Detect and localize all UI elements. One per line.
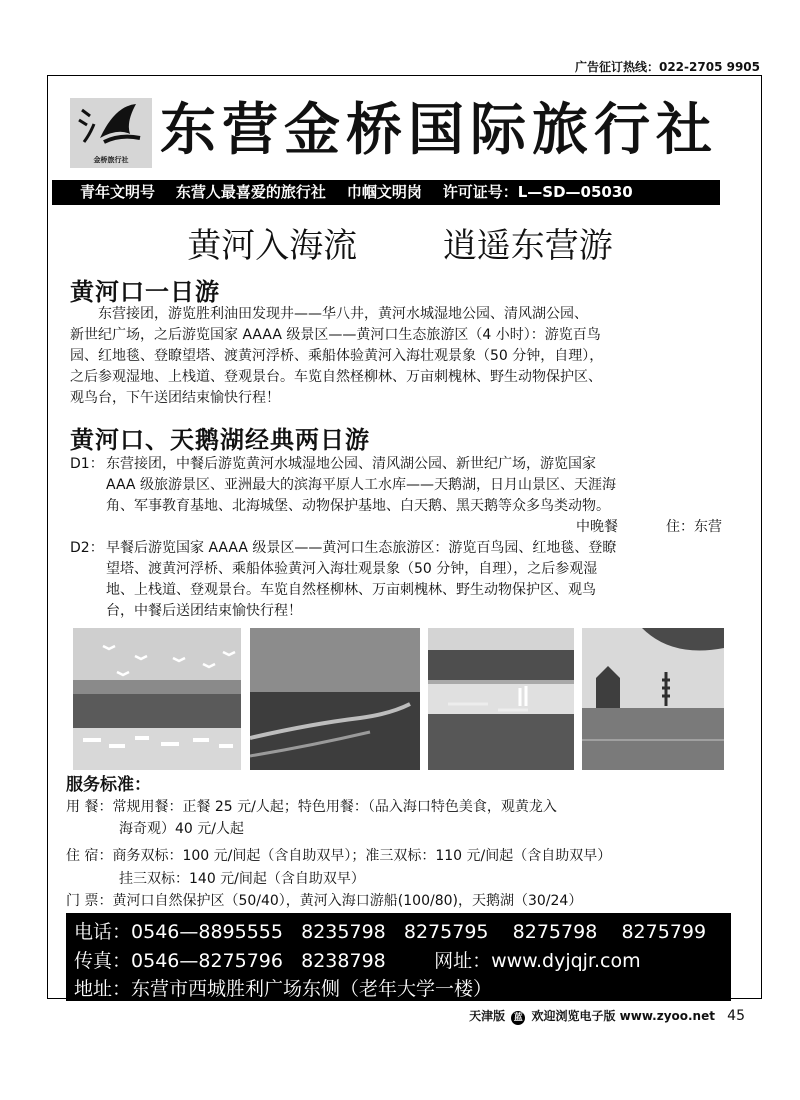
logo-caption: 金桥旅行社 — [93, 156, 129, 164]
phone-number: 0546—8895555 — [131, 921, 283, 943]
phone-number: 8275795 — [403, 921, 489, 943]
company-logo — [70, 98, 152, 168]
edition-label: 天津版 — [469, 1009, 506, 1023]
day1-label: D1： — [70, 456, 104, 472]
page-footer — [469, 1007, 745, 1025]
day2-label: D2： — [70, 540, 104, 556]
day1-meal: 中晚餐 — [576, 519, 618, 535]
banner-item: 青年文明号 — [80, 183, 156, 201]
ticket-prices: 门 票：黄河口自然保护区（50/40），黄河入海口游船(100/80)，天鹅湖（30/24） — [66, 893, 583, 909]
photo-pagoda-lake — [582, 628, 724, 770]
slogan-right: 逍遥东营游 — [442, 226, 613, 266]
text-line: 台，中餐后送团结束愉快行程！ — [106, 603, 302, 619]
meal-standard-cont: 海奇观）40 元/人起 — [119, 821, 244, 837]
fax-number: 0546—8275796 — [131, 950, 283, 972]
lodging-standard-cont: 挂三双标：140 元/间起（含自助双早） — [119, 871, 365, 887]
phone-number: 8275798 — [512, 921, 598, 943]
tour1-title: 黄河口一日游 — [70, 278, 220, 306]
slogan-left: 黄河入海流 — [187, 226, 358, 266]
banner-item: 东营人最喜爱的旅行社 — [175, 183, 326, 201]
text-line: 之后参观湿地、上栈道、登观景台。车览自然柽柳林、万亩刺槐林、野生动物保护区、 — [70, 369, 602, 385]
text-line: 望塔、渡黄河浮桥、乘船体验黄河入海壮观景象（50 分钟，自理），之后参观湿 — [106, 561, 598, 577]
day1-description — [106, 454, 731, 517]
text-line: 东营接团，游览胜利油田发现井——华八井，黄河水城湿地公园、清风湖公园、 — [98, 306, 588, 322]
phone-label: 电话： — [74, 921, 132, 943]
phone-number: 8235798 — [301, 921, 386, 943]
photo-river-mouth — [250, 628, 420, 770]
service-title: 服务标准： — [66, 775, 151, 795]
address-label: 地址： — [74, 978, 132, 1000]
website-label: 网址： — [434, 950, 492, 972]
website-link[interactable]: www.dyjqjr.com — [491, 950, 641, 972]
day1-meal-stay — [576, 516, 722, 536]
address-row — [74, 974, 492, 1001]
text-line: 早餐后游览国家 AAAA 级景区——黄河口生态旅游区：游览百鸟园、红地毯、登瞭 — [106, 540, 617, 556]
day1-stay: 住：东营 — [666, 519, 722, 535]
fax-label: 传真： — [74, 950, 132, 972]
phone-row — [74, 917, 706, 944]
slogan — [0, 218, 800, 267]
text-line: 观鸟台，下午送团结束愉快行程！ — [70, 390, 280, 406]
footer-site-link[interactable]: www.zyoo.net — [619, 1009, 715, 1023]
photo-swans-flying — [73, 628, 241, 770]
text-line: 角、军事教育基地、北海城堡、动物保护基地、白天鹅、黑天鹅等众多鸟类动物。 — [106, 498, 610, 514]
fax-number: 8238798 — [301, 950, 386, 972]
phone-number: 8275799 — [621, 921, 707, 943]
tour2-title: 黄河口、天鹅湖经典两日游 — [70, 426, 370, 454]
text-line: AAA 级旅游景区、亚洲最大的滨海平原人工水库——天鹅湖，日月山景区、天涯海 — [106, 477, 616, 493]
brand-name: 东营金桥国际旅行社 — [160, 97, 718, 163]
text-line: 园、红地毯、登瞭望塔、渡黄河浮桥、乘船体验黄河入海壮观景象（50 分钟，自理）， — [70, 348, 604, 364]
photo-wetland-cranes — [428, 628, 574, 770]
meal-standard: 用 餐：常规用餐：正餐 25 元/人起；特色用餐：（品入海口特色美食，观黄龙入 — [66, 799, 557, 815]
ebook-invite: 欢迎浏览电子版 — [531, 1009, 616, 1023]
address-text: 东营市西城胜利广场东侧（老年大学一楼） — [131, 978, 493, 1000]
contact-block — [66, 913, 731, 1001]
edition-badge: 蓝 — [511, 1011, 525, 1025]
honors-banner — [52, 180, 720, 205]
text-line: 新世纪广场，之后游览国家 AAAA 级景区——黄河口生态旅游区（4 小时）：游览百鸟 — [70, 327, 601, 343]
ad-hotline: 广告征订热线：022-2705 9905 — [574, 60, 760, 74]
fax-row — [74, 946, 641, 973]
banner-item: 巾帼文明岗 — [346, 183, 422, 201]
text-line: 东营接团，中餐后游览黄河水城湿地公园、清风湖公园、新世纪广场，游览国家 — [106, 456, 596, 472]
tour1-description — [70, 304, 730, 409]
logo-mark-icon — [70, 98, 152, 156]
lodging-standard: 住 宿：商务双标：100 元/间起（含自助双早）；准三双标：110 元/间起（含自助双早） — [66, 848, 612, 864]
license-number: 许可证号：L—SD—05030 — [442, 183, 633, 201]
text-line: 地、上栈道、登观景台。车览自然柽柳林、万亩刺槐林、野生动物保护区、观鸟 — [106, 582, 596, 598]
day2-description — [106, 538, 731, 622]
page-number: 45 — [727, 1008, 745, 1024]
